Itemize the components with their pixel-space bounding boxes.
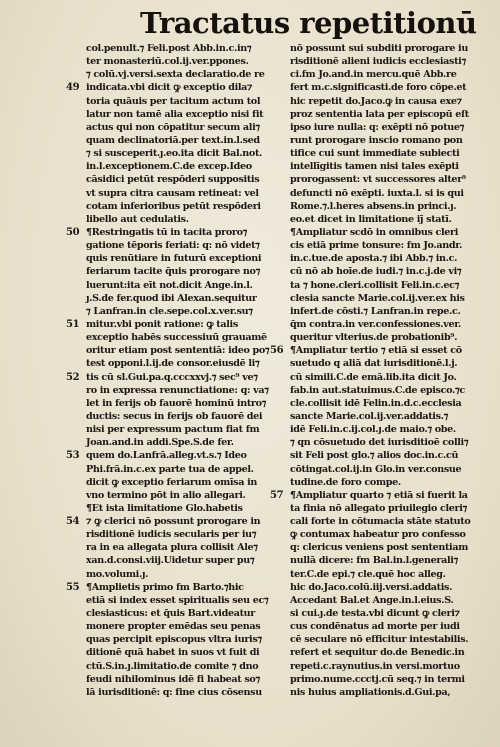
- text-line: [290, 279, 490, 292]
- text-line: [290, 252, 490, 265]
- line-text: quem do.Lanfrā.alleg.vt.s.⁊ Ideo: [86, 450, 247, 462]
- line-text: nō possunt sui subditi prorogare iu: [290, 43, 468, 54]
- line-text: risditionē alieni iudicis ecclesiasti⁊: [290, 56, 466, 68]
- text-line: [86, 331, 284, 344]
- section-number: 55: [66, 581, 80, 593]
- text-line: [290, 660, 490, 673]
- line-text: ter monasteriū.col.ij.ver.ppones.: [86, 56, 249, 68]
- line-text: risditionē iudicis secularis per iu⁊: [86, 529, 257, 541]
- text-line: [290, 331, 490, 344]
- line-text: Joan.and.in addi.Spe.S.de fer.: [86, 437, 234, 449]
- line-text: lā iurisditionē: q: fine cius cōsensu: [86, 686, 262, 698]
- line-text: dicit ꝙ exceptio feriarum omīsa in: [86, 476, 257, 488]
- text-line: [290, 305, 490, 318]
- line-text: let in ferijs ob fauorē hominū intro⁊: [86, 397, 267, 409]
- text-line: [290, 95, 490, 108]
- text-line: [86, 554, 284, 567]
- running-header: Tractatus repetitionū: [140, 6, 477, 40]
- line-text: queritur vlterius.de probationib⁹.: [290, 332, 458, 344]
- text-line: [66, 226, 284, 239]
- text-line: [290, 436, 490, 449]
- text-line: [86, 121, 284, 134]
- line-text: suetudo q aliā dat iurisditionē.l.j.: [290, 358, 458, 370]
- text-line: [86, 134, 284, 147]
- text-line: [86, 502, 284, 515]
- line-text: cis etiā prime tonsure: fm Jo.andr.: [290, 240, 463, 252]
- line-text: eo.et dicet in limitatione ij̄ statī.: [290, 213, 452, 225]
- text-line: [86, 633, 284, 646]
- line-text: idē Feli.in.c.ij.col.ȷ.de maio.⁊ obe.: [290, 424, 456, 436]
- text-line: [86, 423, 284, 436]
- line-text: ci.fm Jo.and.in mercu.quē Abb.re: [290, 69, 457, 81]
- line-text: col.penult.⁊ Feli.post Abb.in.c.in⁊: [86, 43, 252, 54]
- line-text: feudi nihilominus idē fi habeat so⁊: [86, 673, 260, 685]
- line-text: ter.C.de epi.⁊ cle.quē hoc alleg.: [290, 568, 446, 580]
- line-text: Phi.frā.in.c.ex parte tua de appel.: [86, 463, 254, 475]
- text-line: [86, 68, 284, 81]
- text-line: [66, 581, 284, 594]
- line-text: hic repetit do.Jaco.ꝙ in causa exe⁊: [290, 95, 462, 107]
- line-text: hic do.Jaco.colū.iij.versi.addatis.: [290, 581, 453, 593]
- line-text: proz sententia lata per episcopū eſt: [290, 108, 469, 120]
- text-line: [290, 646, 490, 659]
- line-text: mitur.vbi ponit ratione: ꝙ talis: [86, 318, 238, 330]
- text-line: [290, 449, 490, 462]
- text-line: [290, 68, 490, 81]
- text-line: [86, 541, 284, 554]
- line-text: sit Feli post glo.⁊ alios doc.in.c.cū: [290, 450, 459, 462]
- text-line: [86, 620, 284, 633]
- text-line: [290, 594, 490, 607]
- line-text: cū nō ab hoīe.de iudi.⁊ in.c.j.de vi⁊: [290, 266, 462, 278]
- text-line: [86, 252, 284, 265]
- text-line: [86, 344, 284, 357]
- line-text: primo.nume.ccctj.cū seq.⁊ in termi: [290, 673, 465, 685]
- line-text: repeti.c.raynutius.in versi.mortuo: [290, 660, 460, 672]
- text-line: [290, 160, 490, 173]
- line-text: cali forte in cōtumacia stāte statuto: [290, 516, 471, 528]
- text-line: [86, 660, 284, 673]
- text-line: [290, 134, 490, 147]
- section-number: 56: [270, 345, 284, 357]
- text-line: [66, 318, 284, 331]
- text-line: [290, 384, 490, 397]
- line-text: ¶Amplietis primo fm Barto.⁊hic: [86, 581, 244, 593]
- text-line: [86, 265, 284, 278]
- line-text: q: clericus veniens post sententiam: [290, 542, 469, 554]
- line-text: exceptio habēs successiuū grauamē: [86, 332, 267, 344]
- text-line: [270, 489, 490, 502]
- line-text: cus condēnatus ad morte per iudi: [290, 621, 460, 633]
- line-text: cāsidici petūt respōderi suppositis: [86, 174, 260, 186]
- text-line: [86, 108, 284, 121]
- text-line: [290, 147, 490, 160]
- line-text: cotam inferioribus petūt respōderi: [86, 200, 261, 212]
- text-line: [290, 581, 490, 594]
- line-text: nis huius ampliationis.d.Gui.pa,: [290, 686, 451, 698]
- text-line: [290, 173, 490, 186]
- line-text: in.c.tue.de aposta.⁊ ibi Abb.⁊ in.c.: [290, 253, 458, 265]
- text-line: [290, 476, 490, 489]
- text-line: [290, 423, 490, 436]
- text-line: [290, 81, 490, 94]
- text-line: [290, 541, 490, 554]
- line-text: quis renūtiare in futurū exceptioni: [86, 253, 262, 265]
- text-line: [86, 528, 284, 541]
- text-line: [86, 607, 284, 620]
- line-text: sancte Marie.col.ij.ver.addatis.⁊: [290, 410, 449, 422]
- line-text: cle.collisit idē Felin.in.d.c.ecclesia: [290, 397, 462, 409]
- line-text: gatione tēporis feriati: q: nō videt⁊: [86, 240, 260, 252]
- text-line: [86, 397, 284, 410]
- text-line: [86, 686, 284, 699]
- text-line: [66, 81, 284, 94]
- line-text: cū simili.C.de emā.lib.ita dicit Jo.: [290, 371, 457, 383]
- text-line: [290, 633, 490, 646]
- line-text: ¶Et ista limitatione Glo.habetis: [86, 502, 243, 514]
- line-text: ro in expressa renunctiatione: q: va⁊: [86, 384, 269, 396]
- text-line: [66, 371, 284, 384]
- section-number: 52: [66, 371, 80, 383]
- text-line: [290, 187, 490, 200]
- line-text: fert m.c.significasti.de foro cōpe.et: [290, 82, 467, 94]
- line-text: ⁊ ꝙ clerici nō possunt prorogare in: [86, 516, 261, 528]
- line-text: indicata.vbi dicit ꝙ exceptio dila⁊: [86, 82, 253, 94]
- text-line: [86, 95, 284, 108]
- line-text: libello aut cedulatis.: [86, 213, 189, 225]
- line-text: ⁊ qn cōsuetudo det iurisditioē colli⁊: [290, 437, 469, 449]
- text-line: [86, 476, 284, 489]
- line-text: nullā dicere: fm Bal.in.l.generali⁊: [290, 555, 458, 567]
- line-text: ⁊ Lanfran.in cle.sepe.col.x.ver.su⁊: [86, 305, 253, 317]
- line-text: cē seculare nō efficitur intestabilis.: [290, 634, 469, 646]
- text-line: [290, 673, 490, 686]
- line-text: ctū.S.in.ȷ.limitatio.de comite ⁊ dno: [86, 660, 259, 672]
- line-text: ra in ea allegata plura collisit Ale⁊: [86, 542, 258, 554]
- text-line: [86, 279, 284, 292]
- line-text: ipso iure nulla: q: exēpti nō potue⁊: [290, 121, 465, 133]
- text-line: [86, 384, 284, 397]
- line-text: in.l.exceptionem.C.de excep.Ideo: [86, 161, 252, 173]
- text-line: [290, 55, 490, 68]
- line-text: prorogassent: vt successores alter⁹: [290, 174, 466, 186]
- line-text: ta ⁊ hone.cleri.collisit Feli.in.c.ec⁊: [290, 279, 460, 291]
- section-number: 53: [66, 450, 80, 462]
- line-text: si cui.ȷ.de testa.vbi dicunt ꝙ cleri⁊: [290, 608, 460, 620]
- line-text: runt prorogare inscio romano pon: [290, 134, 463, 146]
- text-line: [290, 265, 490, 278]
- line-text: ⁊ si susceperit.ȷ.eo.ita dicit Bal.not.: [86, 148, 263, 160]
- line-text: monere propter emēdas seu penas: [86, 621, 261, 633]
- text-line: [86, 357, 284, 370]
- line-text: tifice cui sunt immediate subiecti: [290, 148, 460, 160]
- text-line: [290, 42, 490, 55]
- line-text: vno termino pōt in alio allegari.: [86, 489, 246, 501]
- text-line: [290, 528, 490, 541]
- section-number: 57: [270, 489, 284, 501]
- text-line: [290, 568, 490, 581]
- section-number: 50: [66, 226, 80, 238]
- text-line: [86, 187, 284, 200]
- text-line: [290, 515, 490, 528]
- line-text: ¶Ampliatur quarto ⁊ etiā si fuerit la: [290, 489, 468, 501]
- line-text: ductis: secus in ferijs ob fauorē dei: [86, 410, 263, 422]
- text-line: [86, 42, 284, 55]
- line-text: test opponi.l.ij.de consor.eiusdē li⁊: [86, 358, 260, 370]
- text-line: [86, 55, 284, 68]
- line-text: clesia sancte Marie.col.ij.ver.ex his: [290, 292, 465, 304]
- text-line: [86, 463, 284, 476]
- text-line: [290, 239, 490, 252]
- text-line: [86, 568, 284, 581]
- text-line: [86, 646, 284, 659]
- text-line: [86, 200, 284, 213]
- text-line: [290, 200, 490, 213]
- line-text: tis cū sl.Gui.pa.q.cccxxvj.⁊ sec⁹ ve⁊: [86, 371, 258, 383]
- text-line: [86, 160, 284, 173]
- line-text: Rome.⁊.l.heres absens.in princi.ȷ.: [290, 200, 457, 212]
- text-line: [86, 173, 284, 186]
- text-line: [270, 344, 490, 357]
- line-text: refert et sequitur do.de Benedic.in: [290, 647, 465, 659]
- text-line: [86, 436, 284, 449]
- section-number: 54: [66, 516, 80, 528]
- line-text: quam declinatoriā.per text.in.l.sed: [86, 134, 260, 146]
- text-line: [290, 502, 490, 515]
- section-number: 49: [66, 82, 80, 94]
- line-text: actus qui non cōpatitur secum ali⁊: [86, 121, 260, 133]
- text-line: [290, 108, 490, 121]
- text-line: [86, 305, 284, 318]
- text-line: [86, 410, 284, 423]
- line-text: tudine.de foro compe.: [290, 476, 401, 488]
- text-line: [290, 121, 490, 134]
- line-text: cōtingat.col.ij.in Glo.in ver.consue: [290, 463, 462, 475]
- text-line: [86, 673, 284, 686]
- line-text: q̄m contra.in ver.confessiones.ver.: [290, 318, 462, 330]
- text-line: [86, 147, 284, 160]
- line-text: vt supra citra causam retineat: vel: [86, 187, 259, 199]
- line-text: oritur etiam post sententiā: ideo po⁊: [86, 345, 270, 357]
- text-line: [86, 489, 284, 502]
- section-number: 51: [66, 318, 80, 330]
- line-text: intellīgitis tamen nisi tales exēpti: [290, 161, 459, 173]
- line-text: ditionē quā habet in suos vt fuit di: [86, 647, 260, 659]
- text-line: [86, 239, 284, 252]
- text-line: [290, 226, 490, 239]
- line-text: latur non tamē alia exceptio nisi fit: [86, 108, 264, 120]
- line-text: etiā si index esset spiritualis seu ec⁊: [86, 594, 269, 606]
- text-line: [86, 594, 284, 607]
- line-text: toria quāuis per tacitum actum tol: [86, 95, 261, 107]
- line-text: fab.in aut.statuimus.C.de episco.⁊c: [290, 384, 465, 396]
- line-text: quas percipit episcopus vltra iuris⁊: [86, 634, 262, 646]
- line-text: ¶Restringatis tū in tacita proro⁊: [86, 226, 248, 238]
- line-text: luerunt:ita eīt not.dicit Ange.in.l.: [86, 279, 253, 291]
- line-text: nisi per expressum pactum fiat fm: [86, 424, 260, 436]
- text-line: [66, 515, 284, 528]
- line-text: ꝙ contumax habeatur pro confesso: [290, 529, 466, 541]
- line-text: ¶Ampliatur scdō in omnibus cleri: [290, 226, 459, 238]
- text-line: [86, 213, 284, 226]
- line-text: ⁊ colū.vj.versi.sexta declaratio.de re: [86, 69, 265, 81]
- text-line: [290, 397, 490, 410]
- left-column: [66, 42, 284, 699]
- line-text: ¶Ampliatur tertio ⁊ etiā si esset cō: [290, 345, 462, 357]
- text-line: [86, 292, 284, 305]
- line-text: ȷ.S.de fer.quod ibi Alexan.sequitur: [86, 292, 257, 304]
- text-line: [290, 410, 490, 423]
- line-text: infert.de cōsti.⁊ Lanfran.in repe.c.: [290, 305, 461, 317]
- line-text: Accedant Bal.et Ange.in.l.eius.S.: [290, 594, 454, 606]
- line-text: ta finia nō allegato priuilegio cleri⁊: [290, 502, 467, 514]
- text-line: [290, 318, 490, 331]
- text-line: [290, 463, 490, 476]
- text-line: [290, 292, 490, 305]
- text-line: [290, 554, 490, 567]
- line-text: mo.volumi.ȷ.: [86, 568, 149, 580]
- line-text: xan.d.consi.viij.Uidetur super pu⁊: [86, 555, 255, 567]
- right-column: [270, 42, 490, 699]
- text-line: [290, 620, 490, 633]
- text-line: [66, 449, 284, 462]
- line-text: feriarum tacite q̄uis prorogare no⁊: [86, 266, 261, 278]
- text-line: [290, 686, 490, 699]
- text-line: [290, 371, 490, 384]
- line-text: defuncti nō exēpti. iuxta.l. si is qui: [290, 187, 464, 199]
- text-line: [290, 607, 490, 620]
- text-line: [290, 357, 490, 370]
- text-line: [290, 213, 490, 226]
- line-text: clesiasticus: et q̄uis Bart.videatur: [86, 608, 255, 620]
